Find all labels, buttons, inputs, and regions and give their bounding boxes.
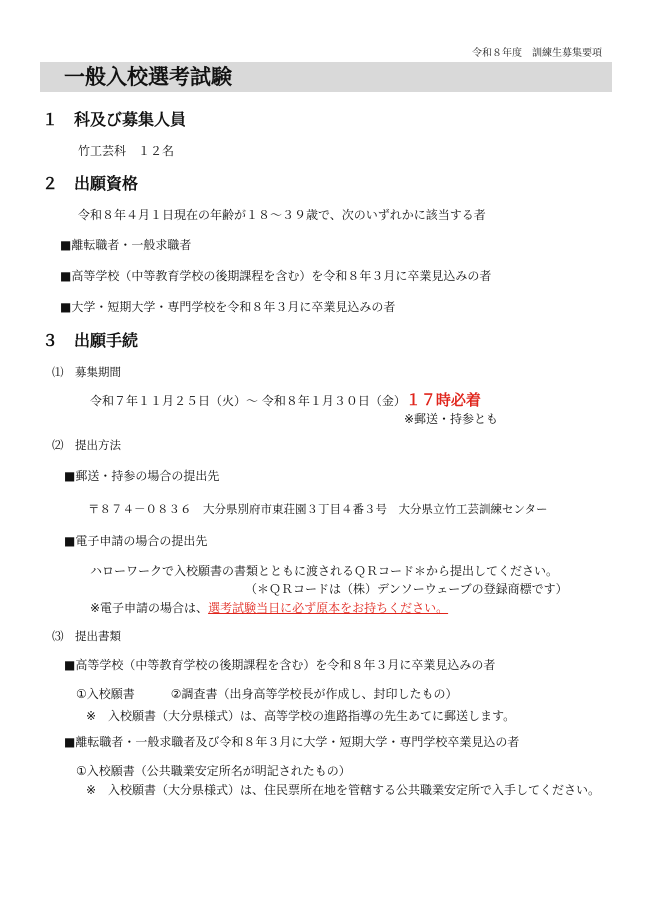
doc-group-2-label: ■離転職者・一般求職者及び令和８年３月に大学・短期大学・専門学校卒業見込の者: [64, 735, 520, 749]
period-dates: 令和７年１１月２５日（火）～ 令和８年１月３０日（金）: [90, 394, 406, 408]
section-3-heading: ３ 出願手続: [42, 331, 139, 350]
online-submission-text: ハローワークで入校願書の書類とともに渡されるＱＲコード＊から提出してください。: [90, 564, 559, 578]
deadline-time: １７時必着: [405, 391, 481, 409]
sub-1-label: ⑴ 募集期間: [52, 365, 121, 379]
eligibility-intro: 令和８年４月１日現在の年齢が１８～３９歳で、次のいずれかに該当する者: [78, 208, 486, 222]
mail-submission-label: ■郵送・持参の場合の提出先: [64, 469, 220, 483]
online-warning-emphasis: 選考試験当日に必ず原本をお持ちください。: [208, 601, 449, 615]
online-warning: [90, 600, 448, 616]
sub-2-label: ⑵ 提出方法: [52, 438, 121, 452]
online-submission-label: ■電子申請の場合の提出先: [64, 534, 208, 548]
eligibility-item: ■大学・短期大学・専門学校を令和８年３月に卒業見込みの者: [60, 300, 396, 314]
header-note: 令和８年度 訓練生募集要項: [472, 48, 602, 59]
doc-group-2-docs: ①入校願書（公共職業安定所名が明記されたもの）: [76, 764, 351, 778]
online-warning-prefix: ※電子申請の場合は、: [90, 601, 209, 615]
doc-group-1-label: ■高等学校（中等教育学校の後期課程を含む）を令和８年３月に卒業見込みの者: [64, 658, 496, 672]
doc-group-1-note: ※ 入校願書（大分県様式）は、高等学校の進路指導の先生あてに郵送します。: [86, 709, 516, 723]
application-period: [90, 392, 481, 409]
submission-address: 〒８７４－０８３６ 大分県別府市東荘園３丁目４番３号 大分県立竹工芸訓練センター: [88, 502, 548, 516]
section-2-heading: ２ 出願資格: [42, 174, 139, 193]
period-note: ※郵送・持参とも: [404, 412, 499, 426]
section-1-item: 竹工芸科 １２名: [78, 144, 175, 158]
doc-group-2-note: ※ 入校願書（大分県様式）は、住民票所在地を管轄する公共職業安定所で入手してください。: [86, 783, 601, 797]
section-1-heading: １ 科及び募集人員: [42, 110, 187, 129]
qr-trademark-note: （＊ＱＲコードは（株）デンソーウェーブの登録商標です）: [245, 582, 568, 596]
sub-3-label: ⑶ 提出書類: [52, 629, 121, 643]
eligibility-item: ■高等学校（中等教育学校の後期課程を含む）を令和８年３月に卒業見込みの者: [60, 269, 492, 283]
eligibility-item: ■離転職者・一般求職者: [60, 238, 192, 252]
page-title: 一般入校選考試験: [64, 65, 232, 89]
doc-group-1-docs: ①入校願書 ②調査書（出身高等学校長が作成し、封印したもの）: [76, 687, 458, 701]
